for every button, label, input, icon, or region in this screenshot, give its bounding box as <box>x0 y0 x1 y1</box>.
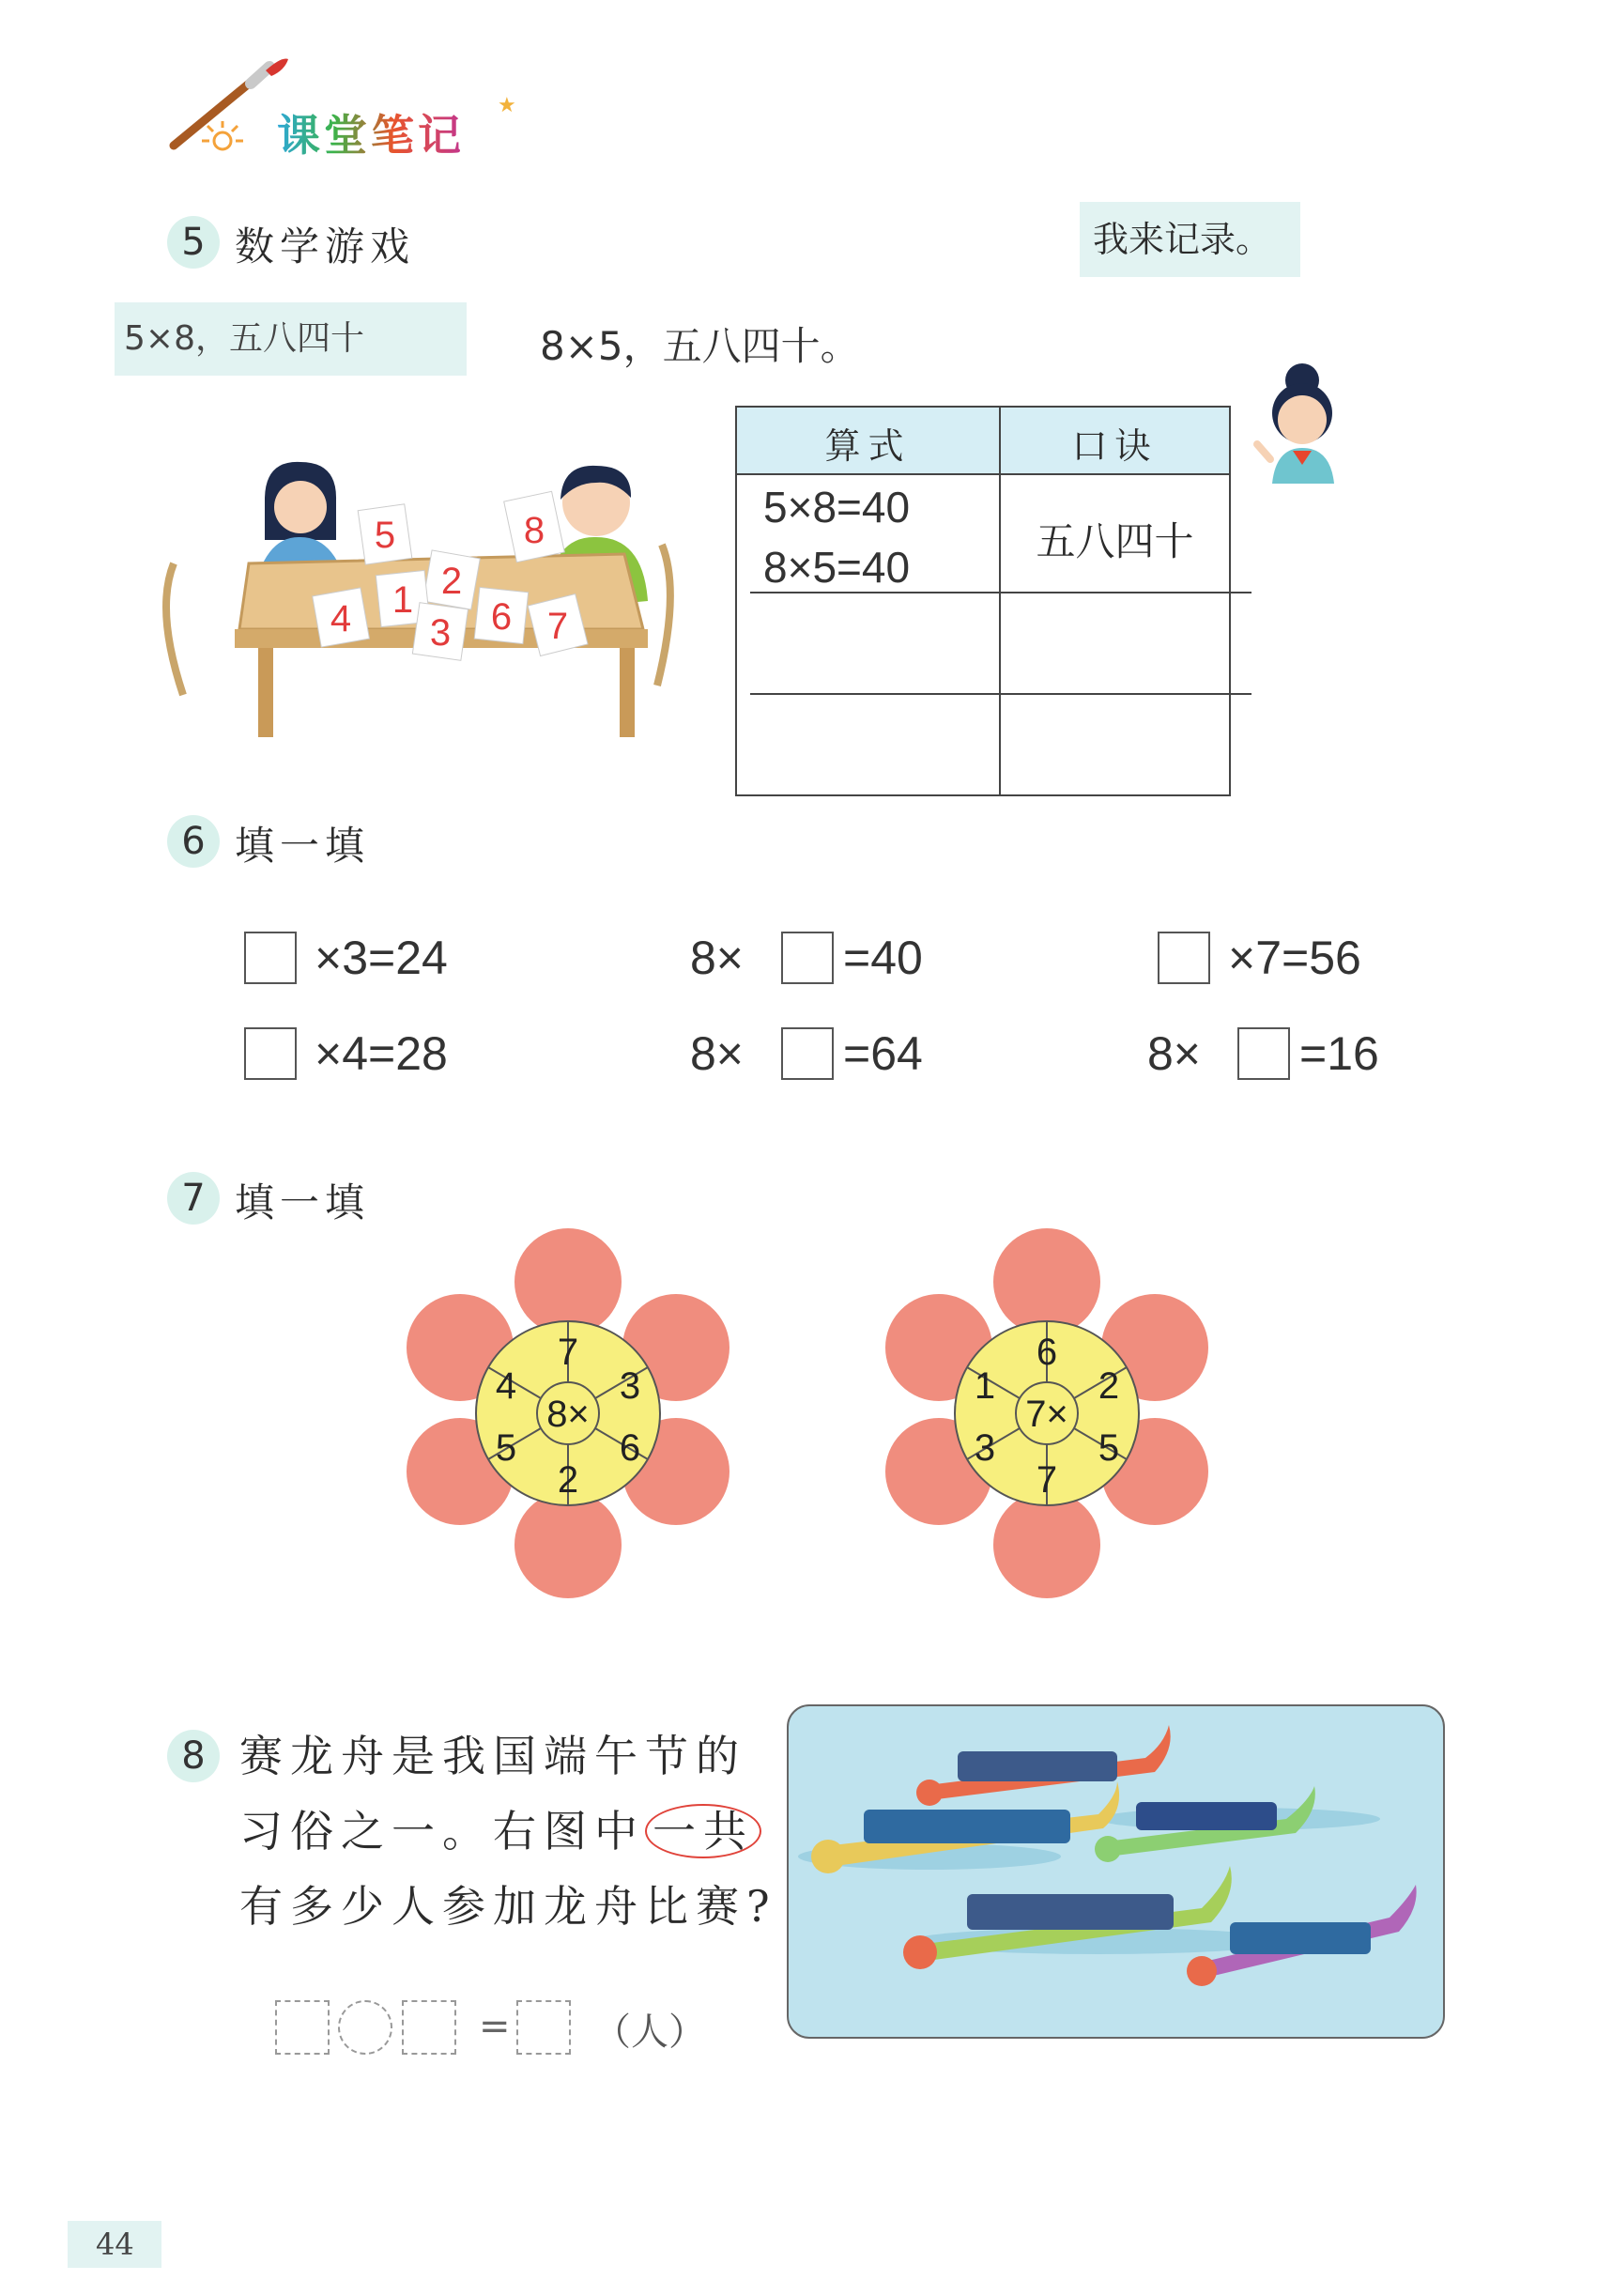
q7-number: 7 <box>167 1172 220 1225</box>
q8-circled-word: 一共 <box>645 1804 761 1858</box>
flower-ring-number: 2 <box>557 1459 579 1501</box>
answer-box[interactable] <box>781 1027 834 1080</box>
q7-title: 填一填 <box>235 1179 371 1225</box>
q5-title: 数学游戏 <box>235 223 416 270</box>
record-formula-1: 5×8=40 <box>763 483 911 532</box>
q5-number: 5 <box>167 216 220 269</box>
record-table <box>735 406 1231 796</box>
equation-post: ×7=56 <box>1228 932 1361 984</box>
equation-pre: 8× <box>690 1027 745 1080</box>
q8-problem-text <box>239 1718 784 1944</box>
q8-line-3: 有多少人参加龙舟比赛? <box>239 1881 777 1932</box>
operator-circle[interactable] <box>338 2000 392 2055</box>
flower-center: 7× <box>1025 1394 1068 1435</box>
record-table-line <box>750 693 1251 695</box>
answer-box[interactable] <box>275 2000 330 2055</box>
q6-number: 6 <box>167 815 220 868</box>
q6-title: 填一填 <box>235 823 371 869</box>
flower-ring-number: 2 <box>1098 1365 1120 1407</box>
equation-post: =64 <box>843 1027 923 1080</box>
equation-post: =40 <box>843 932 923 984</box>
answer-box[interactable] <box>244 1027 297 1080</box>
record-rhyme: 五八四十 <box>1036 518 1194 564</box>
answer-unit: （人） <box>593 2011 706 2054</box>
answer-box[interactable] <box>402 2000 456 2055</box>
equation-post: ×4=28 <box>315 1027 448 1080</box>
flower-ring-number: 4 <box>495 1365 517 1407</box>
speech-right-text: 我来记录。 <box>1093 219 1272 260</box>
answer-box[interactable] <box>244 932 297 984</box>
header-star-icon: ★ <box>498 94 516 117</box>
card-number: 6 <box>490 596 513 638</box>
card-number: 7 <box>546 606 569 647</box>
card-number: 3 <box>429 612 452 654</box>
children-card-game-illustration <box>155 451 681 742</box>
speech-left-text-2: 8×5，五八四十。 <box>540 323 860 369</box>
flower-ring-number: 6 <box>619 1427 641 1469</box>
flower-ring-number: 5 <box>1098 1427 1120 1469</box>
flower-ring-number: 3 <box>619 1365 641 1407</box>
card-number: 8 <box>523 510 545 551</box>
flower-ring-number: 7 <box>557 1332 579 1373</box>
q8-line-1: 赛龙舟是我国端午节的 <box>239 1731 746 1781</box>
dragon-boat-illustration <box>787 1704 1445 2039</box>
page-number: 44 <box>96 2227 134 2262</box>
q8-line-2 <box>239 1794 784 1869</box>
record-table-header-rhyme: 口诀 <box>1071 425 1159 467</box>
record-table-line <box>750 592 1251 593</box>
header-title: 课堂笔记 <box>277 101 465 163</box>
card-number: 5 <box>374 515 396 556</box>
flower-ring-number: 3 <box>974 1427 996 1469</box>
card-number: 1 <box>392 579 414 621</box>
flower-ring-number: 7 <box>1036 1459 1058 1501</box>
q8-number: 8 <box>167 1730 220 1782</box>
speech-bubble-left <box>115 302 467 376</box>
record-formula-2: 8×5=40 <box>763 543 911 592</box>
flower-ring-number: 1 <box>974 1365 996 1407</box>
flower-ring-number: 6 <box>1036 1332 1058 1373</box>
header-brush-icon <box>164 52 291 155</box>
flower-ring-number: 5 <box>495 1427 517 1469</box>
page-number-box <box>68 2221 161 2268</box>
record-table-header-formula: 算式 <box>824 425 912 467</box>
equals-sign: = <box>479 2005 511 2048</box>
speech-bubble-right <box>1080 202 1300 277</box>
girl-recorder-illustration <box>1244 362 1352 484</box>
answer-box[interactable] <box>516 2000 571 2055</box>
equation-pre: 8× <box>1147 1027 1202 1080</box>
answer-box[interactable] <box>781 932 834 984</box>
card-number: 4 <box>330 598 352 639</box>
speech-left-text-1: 5×8，五八四十 <box>124 319 364 358</box>
answer-box[interactable] <box>1237 1027 1290 1080</box>
flower-8 <box>399 1225 756 1610</box>
equation-pre: 8× <box>690 932 745 984</box>
answer-box[interactable] <box>1158 932 1210 984</box>
flower-center: 8× <box>546 1394 590 1435</box>
q8-line-2-text: 习俗之一。右图中 <box>239 1806 645 1857</box>
flower-7 <box>878 1225 1235 1610</box>
card-number: 2 <box>440 561 463 602</box>
equation-post: =16 <box>1299 1027 1379 1080</box>
equation-post: ×3=24 <box>315 932 448 984</box>
